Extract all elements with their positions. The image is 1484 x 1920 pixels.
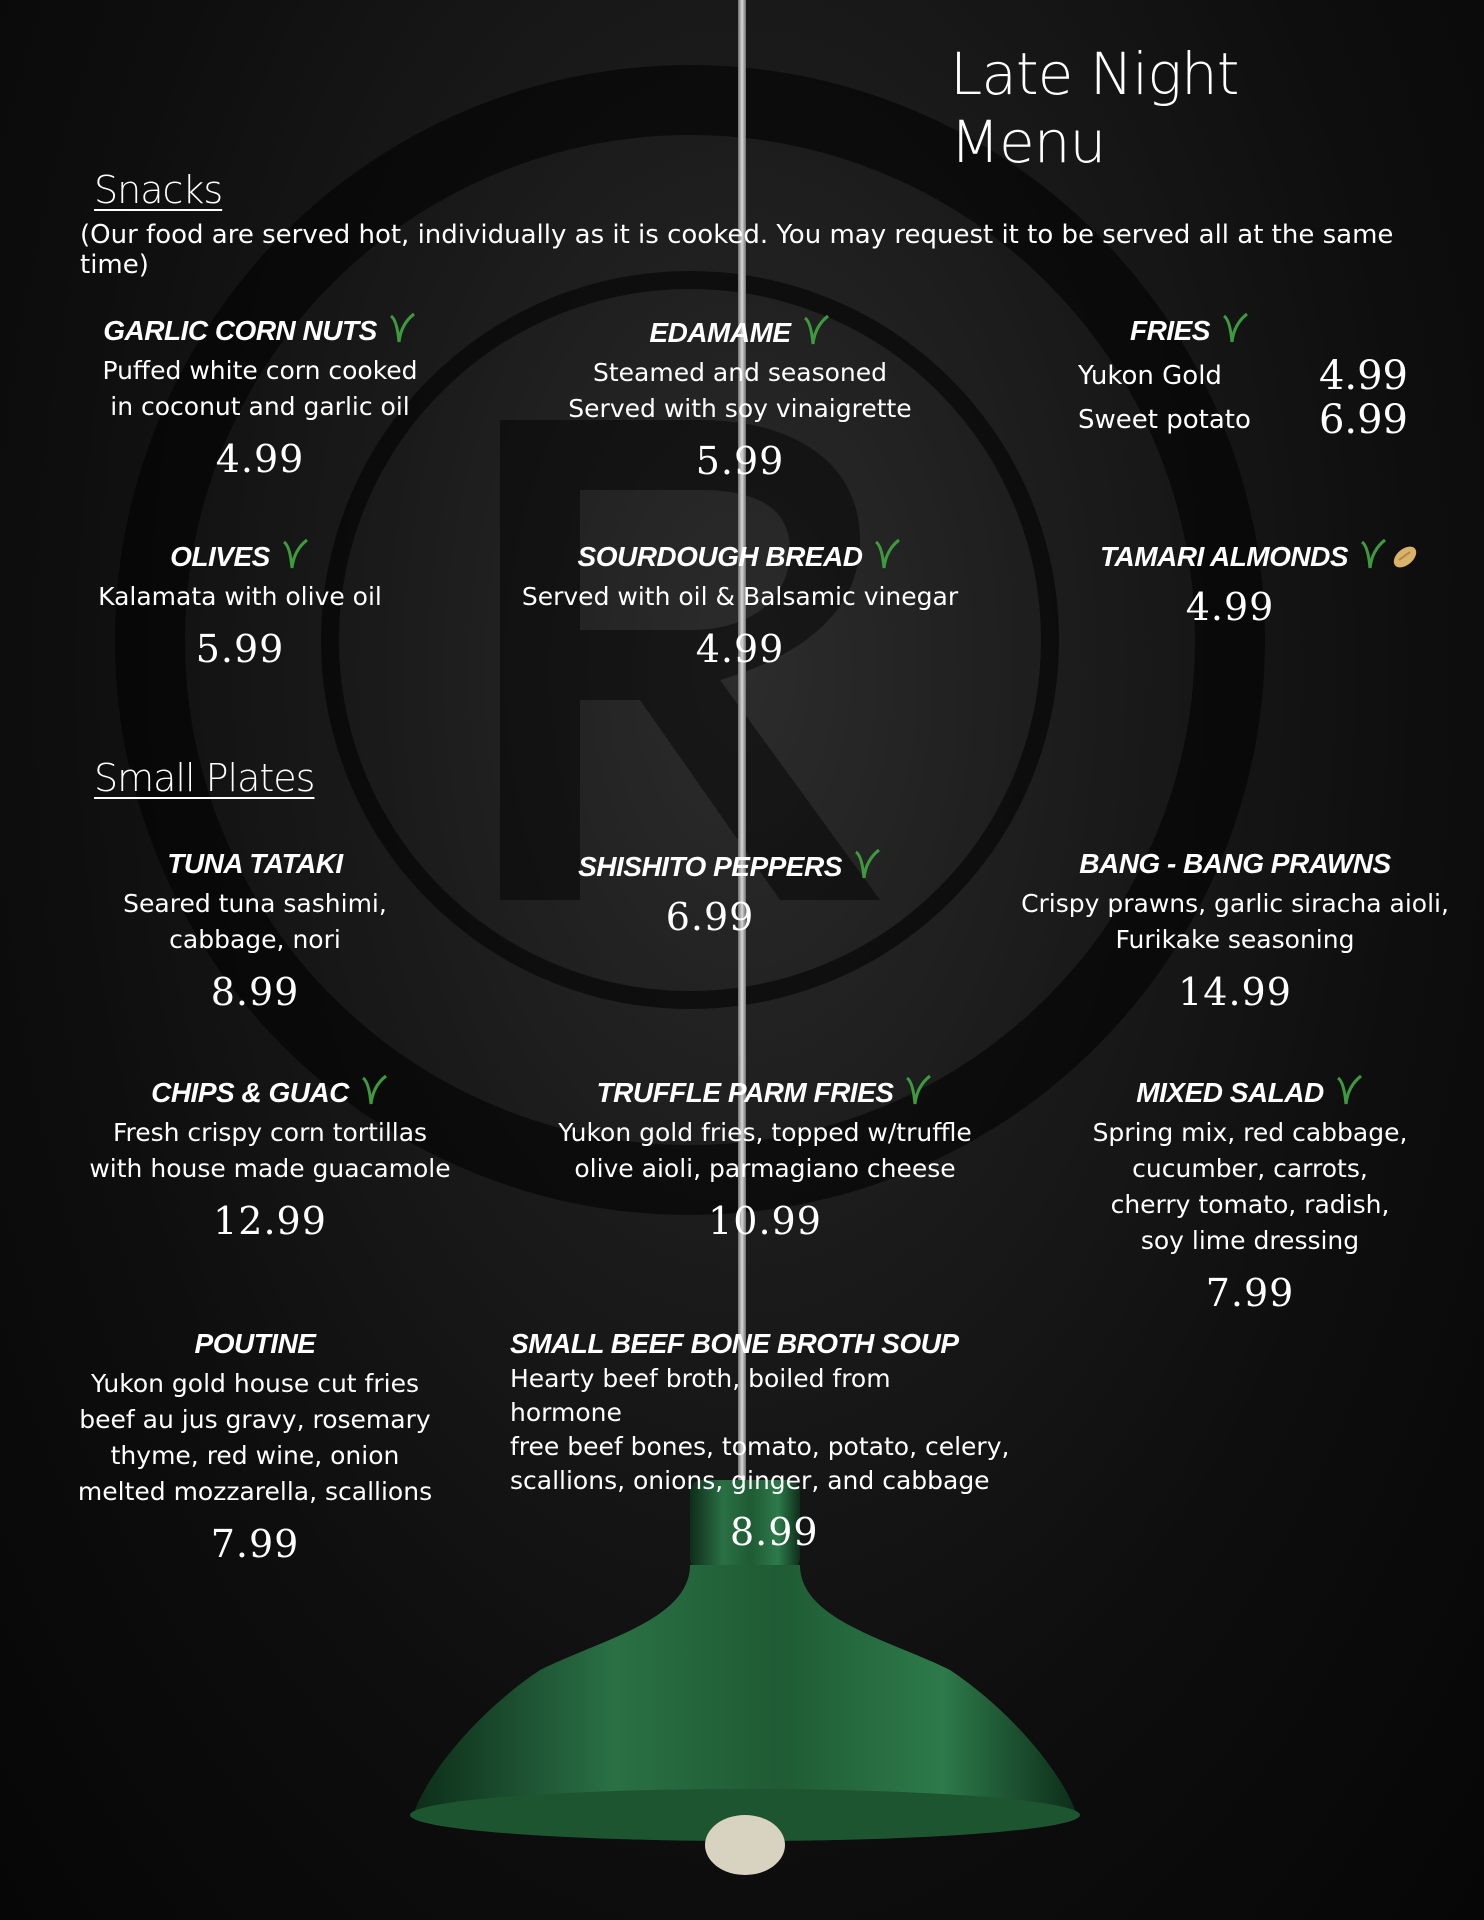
- fries-option-row: [1078, 398, 1408, 442]
- menu-item-fries: [1060, 312, 1320, 347]
- option-price: 6.99: [1318, 397, 1408, 443]
- item-price: 6.99: [665, 895, 755, 939]
- fries-options: [1078, 354, 1408, 442]
- menu-item-bang-bang-prawns: [1010, 848, 1460, 1014]
- item-name: TRUFFLE PARM FRIES: [596, 1077, 894, 1108]
- item-description: Fresh crispy corn tortillas with house made guacamole: [89, 1118, 451, 1183]
- item-price: 5.99: [695, 439, 785, 483]
- item-name: OLIVES: [170, 541, 270, 572]
- item-name: FRIES: [1130, 315, 1210, 346]
- menu-item-tamari-almonds: [1060, 538, 1460, 629]
- item-name: TAMARI ALMONDS: [1099, 541, 1349, 572]
- option-label: Yukon Gold: [1078, 361, 1222, 391]
- leaf-icon: [852, 848, 882, 882]
- section-heading-small-plates: Small Plates: [94, 756, 315, 800]
- fries-option-row: [1078, 354, 1408, 398]
- item-description: Crispy prawns, garlic siracha aioli, Furikake seasoning: [1021, 889, 1449, 954]
- item-description: Puffed white corn cooked in coconut and garlic oil: [102, 356, 418, 421]
- menu-item-chips-guac: [60, 1074, 480, 1243]
- item-name: SHISHITO PEPPERS: [578, 851, 842, 882]
- menu-item-truffle-parm-fries: [530, 1074, 1000, 1243]
- item-description: Kalamata with olive oil: [98, 582, 382, 611]
- item-name: POUTINE: [194, 1328, 316, 1359]
- option-label: Sweet potato: [1078, 405, 1251, 435]
- item-price: 8.99: [730, 1510, 819, 1554]
- item-name: GARLIC CORN NUTS: [103, 315, 377, 346]
- item-price: 10.99: [708, 1199, 822, 1243]
- section-heading-snacks: Snacks: [94, 168, 223, 212]
- item-price: 4.99: [215, 437, 305, 481]
- menu-item-poutine: [60, 1328, 450, 1566]
- menu-item-olives: [60, 538, 420, 671]
- leaf-icon: [1358, 538, 1388, 572]
- item-name: CHIPS & GUAC: [151, 1077, 349, 1108]
- leaf-icon: [1220, 312, 1250, 346]
- item-price: 12.99: [213, 1199, 327, 1243]
- leaf-icon: [1334, 1074, 1364, 1108]
- leaf-icon: [801, 314, 831, 348]
- leaf-icon: [280, 538, 310, 572]
- menu-item-shishito-peppers: [520, 848, 940, 939]
- item-price: 14.99: [1178, 970, 1292, 1014]
- item-price: 4.99: [1185, 585, 1275, 629]
- item-description: Seared tuna sashimi, cabbage, nori: [123, 889, 387, 954]
- item-price: 4.99: [695, 627, 785, 671]
- peanut-icon: [1390, 542, 1420, 572]
- item-name: TUNA TATAKI: [167, 848, 343, 879]
- serving-note: (Our food are served hot, individually as it is cooked. You may request it to be served all at the same time): [80, 220, 1394, 280]
- item-description: Spring mix, red cabbage, cucumber, carrots, cherry tomato, radish, soy lime dressing: [1092, 1118, 1408, 1255]
- leaf-icon: [903, 1074, 933, 1108]
- item-name: EDAMAME: [649, 317, 791, 348]
- menu-item-mixed-salad: [1060, 1074, 1440, 1315]
- item-description: Yukon gold house cut fries beef au jus gravy, rosemary thyme, red wine, onion melted mozzarella, scallions: [77, 1369, 433, 1506]
- item-name: BANG - BANG PRAWNS: [1079, 848, 1391, 879]
- item-price: 7.99: [1205, 1271, 1295, 1315]
- item-name: SOURDOUGH BREAD: [577, 541, 863, 572]
- item-price: 5.99: [195, 627, 285, 671]
- item-description: Yukon gold fries, topped w/truffle olive aioli, parmagiano cheese: [558, 1118, 972, 1183]
- leaf-icon: [872, 538, 902, 572]
- option-price: 4.99: [1318, 353, 1408, 399]
- menu-item-small-beef-bone-broth-soup: [510, 1328, 1010, 1554]
- menu-title: Late Night Menu: [950, 40, 1239, 176]
- leaf-icon: [387, 312, 417, 346]
- menu-item-sourdough-bread: [510, 538, 970, 671]
- item-description: Steamed and seasoned Served with soy vinaigrette: [568, 358, 912, 423]
- item-description: Served with oil & Balsamic vinegar: [521, 582, 959, 611]
- item-name: SMALL BEEF BONE BROTH SOUP: [510, 1328, 959, 1359]
- menu-item-edamame: [540, 314, 940, 483]
- item-price: 8.99: [210, 970, 300, 1014]
- leaf-icon: [359, 1074, 389, 1108]
- menu-item-tuna-tataki: [60, 848, 450, 1014]
- menu-item-garlic-corn-nuts: [60, 312, 460, 481]
- item-name: MIXED SALAD: [1136, 1077, 1324, 1108]
- item-description: Hearty beef broth, boiled from hormone free beef bones, tomato, potato, celery, scallions, onions, ginger, and cabbage: [510, 1364, 1010, 1495]
- item-price: 7.99: [210, 1522, 300, 1566]
